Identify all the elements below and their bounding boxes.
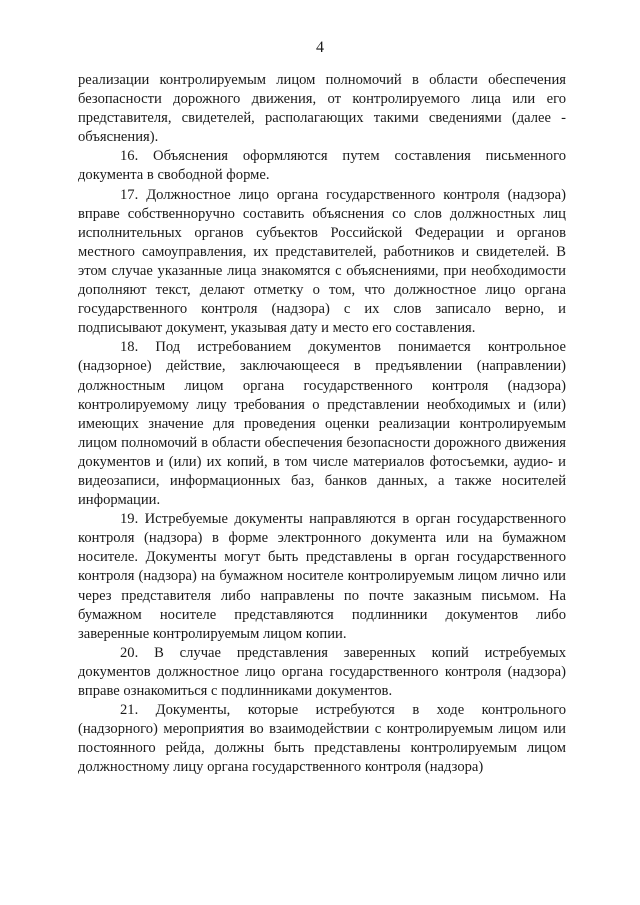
paragraph-continuation: реализации контролируемым лицом полномочий в области обеспечения безопасности дорожного движения, от контролируемого лица или его представителя, свидетелей, располагающих такими сведениями (далее - объяснения). xyxy=(78,72,566,146)
paragraph-19: 19. Истребуемые документы направляются в орган государственного контроля (надзора) в форме электронного документа или на бумажном носителе. Документы могут быть представлены в орган государственного контроля (надзора) на бумажном носителе контролируемым лицом лично или через представителя либо направлены по почте заказным письмом. На бумажном носителе представляются подлинники документов либо заверенные контролируемым лицом копии. xyxy=(78,511,566,642)
paragraph-21: 21. Документы, которые истребуются в ходе контрольного (надзорного) мероприятия во взаимодействии с контролируемым лицом или постоянного рейда, должны быть представлены контролируемым лицом должностному лицу органа государственного контроля (надзора) xyxy=(78,702,566,776)
page-number: 4 xyxy=(316,39,324,56)
paragraph-16: 16. Объяснения оформляются путем составления письменного документа в свободной форме. xyxy=(78,148,566,184)
paragraph-20: 20. В случае представления заверенных копий истребуемых документов должностное лицо органа государственного контроля (надзора) вправе ознакомиться с подлинниками документов. xyxy=(78,644,566,699)
document-body xyxy=(78,71,566,777)
paragraph-17: 17. Должностное лицо органа государственного контроля (надзора) вправе собственноручно составить объяснения со слов должностных лиц исполнительных органов субъектов Российской Федерации и органов местного самоуправления, их представителей, работников и свидетелей. В этом случае указанные лица знакомятся с объяснениями, при необходимости дополняют текст, делают отметку о том, что должностное лицо органа государственного контроля (надзора) с их слов записало верно, и подписывают документ, указывая дату и место его составления. xyxy=(78,186,566,337)
paragraph-18: 18. Под истребованием документов понимается контрольное (надзорное) действие, заключающееся в предъявлении (направлении) должностным лицом органа государственного контроля (надзора) контролируемому лицу требования о представлении необходимых и (или) имеющих значение для проведения оценки реализации контролируемым лицом полномочий в области обеспечения безопасности дорожного движения документов и (или) их копий, в том числе материалов фотосъемки, аудио- и видеозаписи, информационных баз, банков данных, а также носителей информации. xyxy=(78,339,566,509)
